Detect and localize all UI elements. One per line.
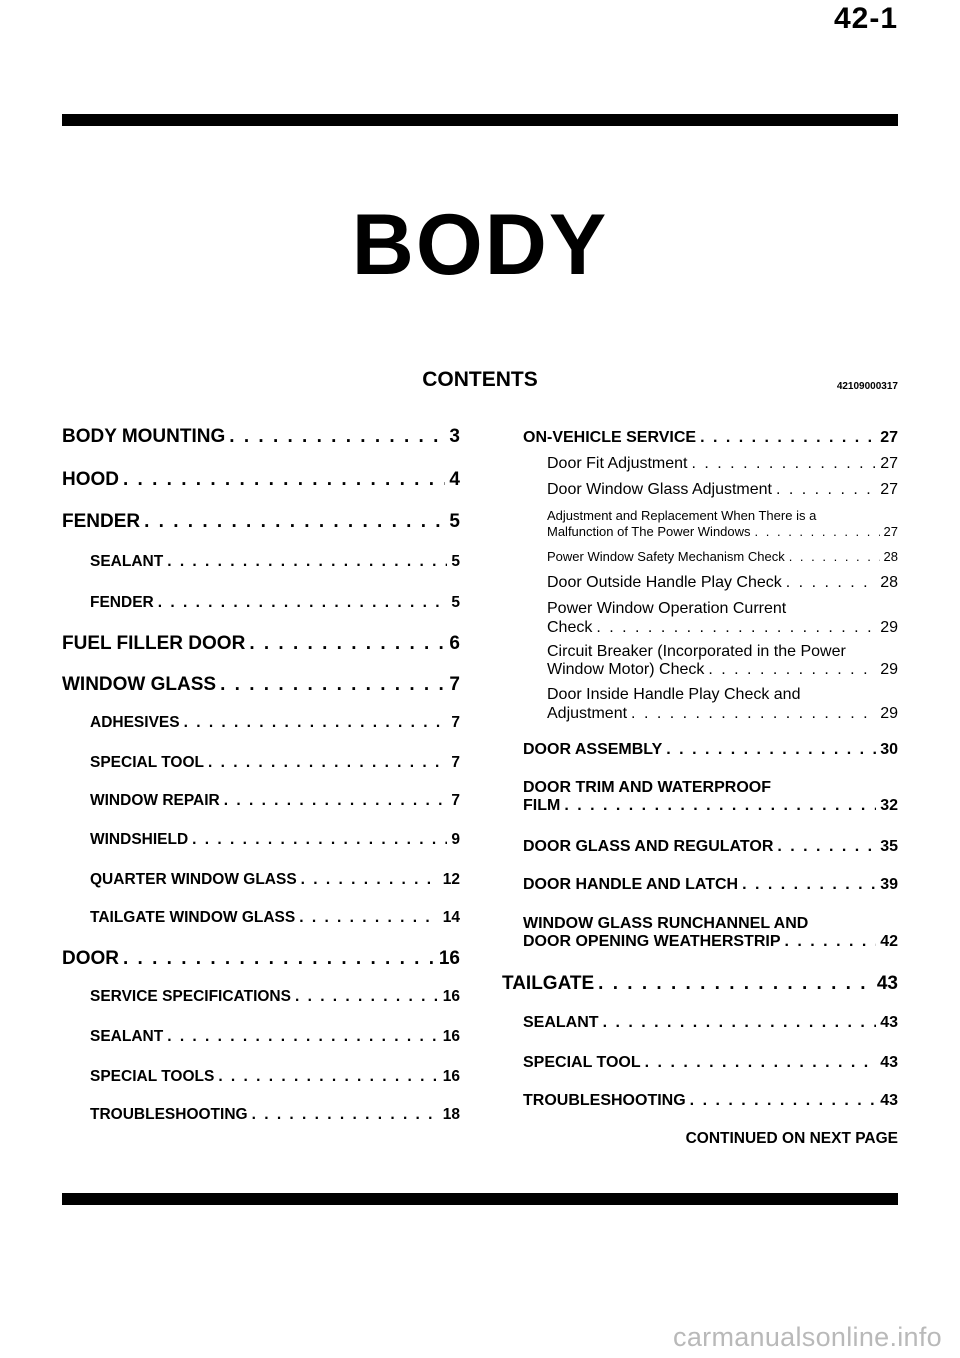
toc-entry-title: SEALANT	[523, 1014, 599, 1031]
toc-entry-page: 16	[442, 988, 460, 1005]
toc-entry-page: 16	[438, 948, 460, 969]
toc-leader-dots	[645, 1054, 877, 1072]
toc-entry-page: 28	[883, 549, 898, 564]
toc-entry-title: TAILGATE	[502, 973, 595, 994]
toc-entry-page: 27	[883, 524, 898, 539]
toc-entry-title: HOOD	[62, 469, 119, 490]
toc-subentry[interactable]	[523, 1014, 898, 1032]
toc-subentry[interactable]	[547, 661, 898, 679]
toc-entry[interactable]	[502, 973, 898, 995]
toc-entry-page: 30	[880, 741, 898, 758]
toc-subentry[interactable]	[547, 574, 898, 592]
toc-entry-title: SPECIAL TOOL	[523, 1054, 641, 1071]
toc-entry-title: TAILGATE WINDOW GLASS	[90, 909, 296, 926]
toc-entry-page: 12	[442, 871, 460, 888]
toc-entry-title: FENDER	[90, 594, 154, 611]
contents-heading: CONTENTS	[422, 368, 538, 391]
toc-entry-title: SERVICE SPECIFICATIONS	[90, 988, 291, 1005]
toc-entry-page: 32	[880, 797, 898, 814]
toc-leader-dots	[785, 933, 877, 951]
toc-entry-title: DOOR GLASS AND REGULATOR	[523, 838, 774, 855]
toc-entry-page: 3	[449, 426, 460, 447]
toc-entry-title: BODY MOUNTING	[62, 426, 226, 447]
toc-entry-title: DOOR ASSEMBLY	[523, 741, 663, 758]
toc-entry[interactable]	[523, 741, 898, 759]
toc-subentry-line1: Circuit Breaker (Incorporated in the Power	[547, 643, 846, 660]
toc-entry[interactable]	[523, 933, 898, 951]
toc-subentry[interactable]	[547, 705, 898, 723]
toc-entry-page: 7	[451, 714, 460, 731]
toc-entry-title: SEALANT	[90, 553, 164, 570]
toc-leader-dots	[755, 524, 880, 539]
watermark: carmanualsonline.info	[673, 1322, 942, 1352]
toc-entry-line1: DOOR TRIM AND WATERPROOF	[523, 779, 771, 796]
toc-entry-page: 7	[451, 754, 460, 771]
toc-entry[interactable]	[523, 838, 898, 856]
toc-entry-line1: WINDOW GLASS RUNCHANNEL AND	[523, 915, 809, 932]
toc-entry-page: 9	[451, 831, 460, 848]
toc-entry-page: 7	[451, 792, 460, 809]
toc-leader-dots	[777, 838, 876, 856]
toc-subentry[interactable]	[547, 455, 898, 473]
toc-leader-dots	[776, 481, 876, 499]
toc-entry-title: FILM	[523, 797, 561, 814]
toc-entry-page: 18	[442, 1106, 460, 1123]
page-title: BODY	[351, 197, 609, 293]
toc-entry-title: WINDSHIELD	[90, 831, 189, 848]
toc-entry-title: SPECIAL TOOLS	[90, 1068, 215, 1085]
toc-entry-page: 5	[449, 511, 460, 532]
toc-subentry[interactable]	[523, 1054, 898, 1072]
toc-entry-page: 42	[880, 933, 898, 950]
toc-entry-title: Window Motor) Check	[547, 661, 705, 678]
toc-entry[interactable]	[523, 429, 898, 447]
toc-entry-title: TROUBLESHOOTING	[523, 1092, 686, 1109]
toc-entry-page: 43	[880, 1092, 898, 1109]
toc-entry-page: 6	[449, 633, 460, 654]
toc-entry-title: DOOR	[62, 948, 119, 969]
toc-entry-page: 5	[451, 553, 460, 570]
toc-subentry[interactable]	[547, 549, 898, 564]
page-number: 42-1	[833, 2, 898, 35]
toc-entry-title: Check	[547, 619, 593, 636]
continued-note: CONTINUED ON NEXT PAGE	[685, 1130, 898, 1147]
toc-entry[interactable]	[523, 797, 898, 815]
toc-entry-title: WINDOW REPAIR	[90, 792, 220, 809]
toc-entry-page: 43	[880, 1014, 898, 1031]
toc-entry-page: 29	[880, 661, 898, 678]
bottom-rule	[62, 1193, 898, 1205]
toc-entry-page: 28	[880, 574, 898, 591]
toc-leader-dots	[666, 741, 876, 759]
toc-entry-page: 7	[449, 674, 460, 695]
toc-leader-dots	[564, 797, 876, 815]
toc-entry-title: ADHESIVES	[90, 714, 180, 731]
toc-entry-page: 27	[880, 455, 898, 472]
toc-leader-dots	[596, 619, 876, 637]
toc-entry-page: 29	[880, 619, 898, 636]
toc-entry-title: Door Outside Handle Play Check	[547, 574, 782, 591]
toc-entry-page: 29	[880, 705, 898, 722]
toc-entry-page: 4	[449, 469, 460, 490]
toc-entry-page: 35	[880, 838, 898, 855]
toc-entry-page: 43	[880, 1054, 898, 1071]
toc-entry-title: Door Window Glass Adjustment	[547, 481, 772, 498]
toc-leader-dots	[692, 455, 877, 473]
toc-entry-title: SPECIAL TOOL	[90, 754, 204, 771]
toc-subentry[interactable]	[547, 481, 898, 499]
toc-leader-dots	[708, 661, 876, 679]
toc-subentry-line1: Door Inside Handle Play Check and	[547, 686, 801, 703]
toc-entry-page: 5	[451, 594, 460, 611]
toc-subentry[interactable]	[523, 1092, 898, 1110]
toc-leader-dots	[690, 1092, 877, 1110]
toc-entry-title: Adjustment	[547, 705, 628, 722]
toc-entry-title: WINDOW GLASS	[62, 674, 217, 695]
toc-entry-title: DOOR HANDLE AND LATCH	[523, 876, 739, 893]
toc-subentry-line1: Power Window Operation Current	[547, 600, 787, 617]
toc-subentry[interactable]	[547, 524, 898, 539]
toc-entry-title: FUEL FILLER DOOR	[62, 633, 246, 654]
toc-leader-dots	[789, 549, 880, 564]
toc-subentry[interactable]	[547, 619, 898, 637]
toc-entry-title: Door Fit Adjustment	[547, 455, 688, 472]
toc-entry-title: SEALANT	[90, 1028, 164, 1045]
toc-entry-title: ON-VEHICLE SERVICE	[523, 429, 697, 446]
toc-entry-title: FENDER	[62, 511, 141, 532]
toc-entry-page: 16	[442, 1028, 460, 1045]
toc-entry-page: 43	[876, 973, 898, 994]
toc-leader-dots	[603, 1014, 877, 1032]
document-code: 42109000317	[836, 381, 898, 392]
toc-leader-dots	[598, 973, 873, 995]
toc-entry-title: TROUBLESHOOTING	[90, 1106, 248, 1123]
toc-entry-title: Malfunction of The Power Windows	[547, 524, 751, 539]
toc-entry-title: DOOR OPENING WEATHERSTRIP	[523, 933, 781, 950]
toc-leader-dots	[786, 574, 876, 592]
toc-entry-page: 39	[880, 876, 898, 893]
toc-entry-title: QUARTER WINDOW GLASS	[90, 871, 297, 888]
toc-leader-dots	[700, 429, 876, 447]
toc-entry-page: 27	[880, 481, 898, 498]
toc-leader-dots	[631, 705, 876, 723]
toc-entry-page: 16	[442, 1068, 460, 1085]
toc-entry[interactable]	[523, 876, 898, 894]
toc-entry-page: 27	[880, 429, 898, 446]
toc-leader-dots	[742, 876, 876, 894]
toc-subentry-line1: Adjustment and Replacement When There is a	[547, 508, 817, 523]
toc-entry-title: Power Window Safety Mechanism Check	[547, 549, 785, 564]
toc-entry-page: 14	[442, 909, 460, 926]
